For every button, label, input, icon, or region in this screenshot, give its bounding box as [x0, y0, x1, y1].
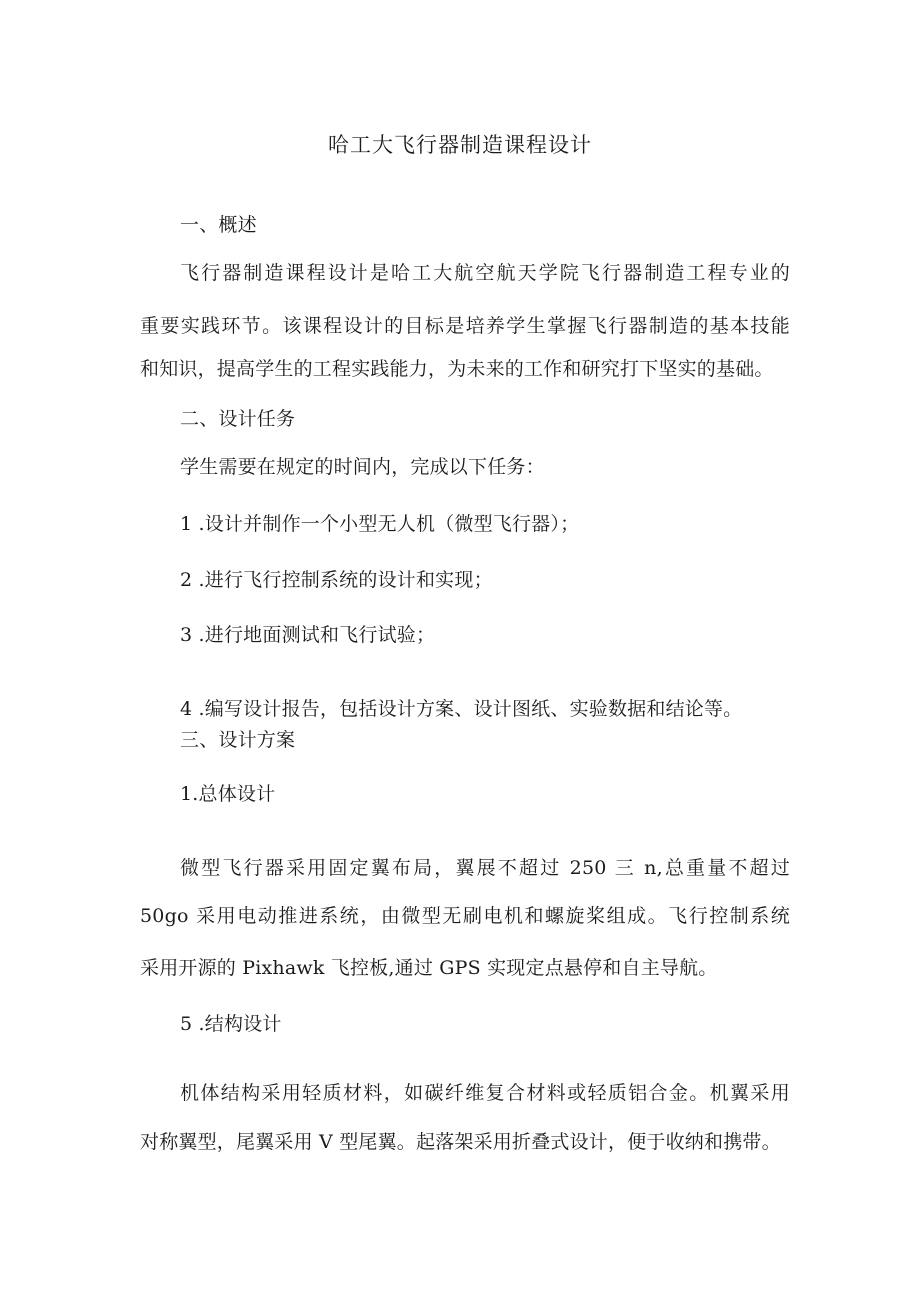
paragraph-line: 微型飞行器采用固定翼布局，翼展不超过 250 三 n,总重量不超过 [180, 857, 790, 879]
subsection-heading-overall: 1.总体设计 [180, 783, 276, 805]
tasks-intro: 学生需要在规定的时间内，完成以下任务： [180, 456, 545, 478]
section-heading-tasks: 二、设计任务 [180, 408, 296, 430]
task-item: 4 .编写设计报告，包括设计方案、设计图纸、实验数据和结论等。 [180, 698, 743, 720]
paragraph-line: 50go 采用电动推进系统，由微型无刷电机和螺旋桨组成。飞行控制系统 [140, 905, 790, 927]
document-title: 哈工大飞行器制造课程设计 [328, 133, 592, 157]
paragraph-line: 和知识，提高学生的工程实践能力，为未来的工作和研究打下坚实的基础。 [140, 358, 774, 380]
paragraph-line: 重要实践环节。该课程设计的目标是培养学生掌握飞行器制造的基本技能 [140, 315, 790, 337]
section-heading-overview: 一、概述 [180, 214, 257, 236]
paragraph-line: 机体结构采用轻质材料，如碳纤维复合材料或轻质铝合金。机翼采用 [180, 1082, 790, 1104]
task-item: 1 .设计并制作一个小型无人机（微型飞行器）； [180, 513, 580, 535]
paragraph-line: 采用开源的 Pixhawk 飞控板,通过 GPS 实现定点悬停和自主导航。 [140, 957, 718, 979]
paragraph-line: 飞行器制造课程设计是哈工大航空航天学院飞行器制造工程专业的 [180, 262, 790, 284]
subsection-heading-structure: 5 .结构设计 [180, 1013, 282, 1035]
paragraph-line: 对称翼型，尾翼采用 V 型尾翼。起落架采用折叠式设计，便于收纳和携带。 [140, 1131, 781, 1153]
section-heading-design: 三、设计方案 [180, 729, 296, 751]
task-item: 3 .进行地面测试和飞行试验； [180, 624, 436, 646]
task-item: 2 .进行飞行控制系统的设计和实现； [180, 569, 493, 591]
